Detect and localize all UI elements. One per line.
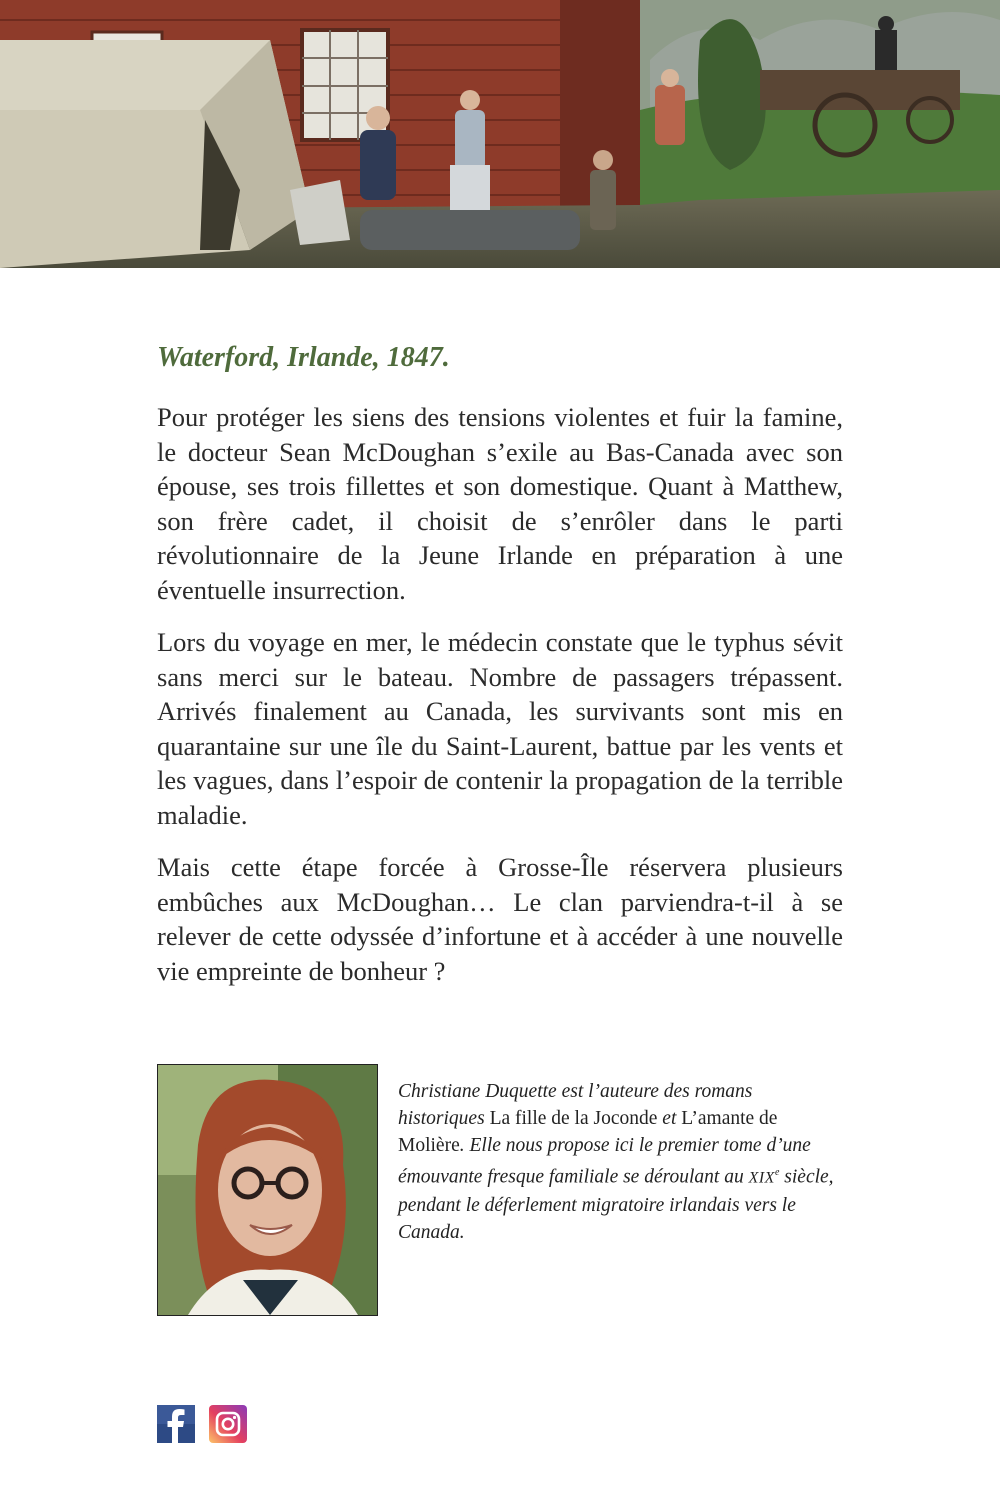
bio-connector: et (657, 1108, 682, 1129)
bio-middle: . Elle nous propose ici le premier tome d’une émouvante fresque familiale se déroulant au (398, 1135, 811, 1188)
century-suffix: e (774, 1167, 780, 1178)
book-title-2: L’amante de Molière (398, 1108, 778, 1156)
author-bio (398, 1078, 843, 1246)
cover-painting (0, 0, 1000, 268)
bio-intro: Christiane Duquette est l’auteure des romans historiques (398, 1081, 753, 1129)
century: XIX (748, 1169, 775, 1187)
blurb-paragraph-2: Lors du voyage en mer, le médecin constate que le typhus sévit sans merci sur le bateau. Nombre de passagers trépassent. Arrivés finalement au Canada, les survivants sont mis en quarantaine sur une île du Saint-Laurent, battue par les vents et les vagues, dans l’espoir de contenir la propagation de la terrible maladie. (157, 627, 843, 830)
instagram-icon[interactable] (209, 1405, 247, 1443)
blurb-paragraph-1: Pour protéger les siens des tensions violentes et fuir la famine, le docteur Sean McDoughan s’exile au Bas-Canada avec son épouse, ses trois fillettes et son domestique. Quant à Matthew, son frère cadet, il choisit de s’enrôler dans le parti révolutionnaire de la Jeune Irlande en préparation à une éventuelle insurrection. (157, 402, 843, 605)
social-links (157, 1405, 247, 1443)
blurb (157, 338, 843, 1006)
author-portrait-image (158, 1065, 377, 1315)
bio-end: siècle, pendant le déferlement migratoire irlandais vers le Canada. (398, 1166, 834, 1243)
location-line: Waterford, Irlande, 1847. (157, 342, 450, 373)
author-photo (157, 1064, 378, 1316)
painting-illustration (0, 0, 1000, 268)
facebook-icon[interactable] (157, 1405, 195, 1443)
book-title-1: La fille de la Joconde (489, 1108, 658, 1129)
blurb-paragraph-3: Mais cette étape forcée à Grosse-Île réservera plusieurs embûches aux McDoughan… Le clan parviendra-t-il à se relever de cette odyssée d’infortune et à accéder à une nouvelle vie empreinte de bonheur ? (157, 852, 843, 986)
